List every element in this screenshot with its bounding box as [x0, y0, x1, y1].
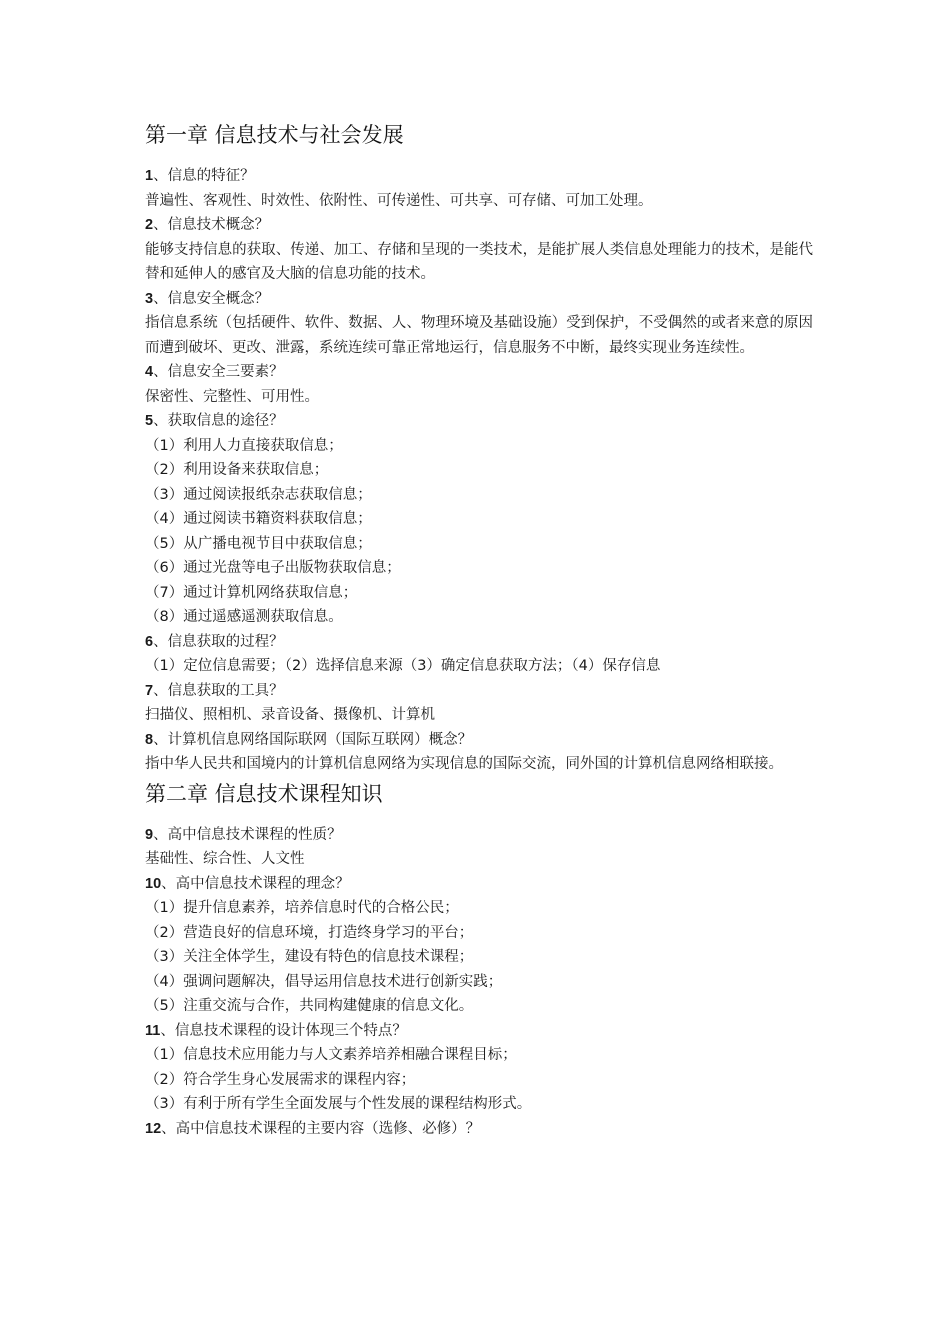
answer-text: 指中华人民共和国境内的计算机信息网络为实现信息的国际交流，同外国的计算机信息网络相联接。: [145, 756, 783, 772]
question-1: [145, 164, 813, 189]
question-text: 、信息获取的工具？: [153, 682, 284, 699]
chapter-title: 第一章 信息技术与社会发展: [145, 123, 404, 147]
question-12: [145, 1117, 813, 1142]
answer-list-item: （6）通过光盘等电子出版物获取信息；: [145, 560, 401, 576]
question-number: 6: [145, 633, 154, 650]
question-text: 、信息技术概念？: [153, 217, 270, 233]
chapter-title: 第二章 信息技术课程知识: [145, 781, 383, 806]
question-number: 8: [145, 731, 154, 748]
question-number: 9: [145, 826, 154, 843]
answer-text: 能够支持信息的获取、传递、加工、存储和呈现的一类技术，是能扩展人类信息处理能力的技术，是能代替和延伸人的感官及大脑的信息功能的技术。: [145, 241, 813, 282]
answer-list-item: （5）从广播电视节目中获取信息；: [145, 535, 372, 552]
question-11: [145, 1019, 813, 1044]
answer-list-item: （3）关注全体学生，建设有特色的信息技术课程；: [145, 949, 474, 965]
question-text: 、信息安全三要素？: [153, 364, 284, 380]
document-content: [145, 118, 813, 1141]
answer-list-item: （1）利用人力直接获取信息；: [145, 437, 343, 454]
question-text: 、信息的特征？: [153, 168, 255, 184]
question-number: 4: [145, 364, 154, 380]
question-2: [145, 213, 813, 238]
question-number: 5: [145, 413, 154, 429]
answer-list-item: （5）注重交流与合作，共同构建健康的信息文化。: [145, 998, 474, 1014]
question-text: 、获取信息的途径？: [153, 413, 284, 429]
answer-list-item: （2）符合学生身心发展需求的课程内容；: [145, 1071, 416, 1088]
answer-text: 扫描仪、照相机、录音设备、摄像机、计算机: [145, 707, 435, 723]
answer-list-item: （2）营造良好的信息环境，打造终身学习的平台；: [145, 924, 474, 941]
answer-list-item: （4）通过阅读书籍资料获取信息；: [145, 511, 372, 527]
question-7: [145, 679, 813, 704]
answer-list-item: （3）有利于所有学生全面发展与个性发展的课程结构形式。: [145, 1096, 532, 1112]
question-number: 3: [145, 290, 154, 307]
question-text: 、高中信息技术课程的理念？: [161, 875, 350, 892]
answer-list-item: （7）通过计算机网络获取信息；: [145, 584, 358, 601]
answer-list-item: （2）利用设备来获取信息；: [145, 462, 329, 478]
answer-list-item: （4）强调问题解决，倡导运用信息技术进行创新实践；: [145, 973, 503, 990]
question-10: [145, 872, 813, 897]
question-number: 7: [145, 682, 154, 699]
answer-list-item: （1）提升信息素养，培养信息时代的合格公民；: [145, 900, 459, 916]
question-number: 2: [145, 217, 154, 233]
answer-text: （1）定位信息需要；（2）选择信息来源（3）确定信息获取方法；（4）保存信息: [145, 658, 661, 674]
question-number: 1: [145, 168, 154, 184]
question-text: 、信息技术课程的设计体现三个特点？: [160, 1022, 407, 1039]
question-text: 、信息获取的过程？: [153, 633, 284, 650]
answer-list-item: （8）通过遥感遥测获取信息。: [145, 609, 343, 625]
answer-list-item: （3）通过阅读报纸杂志获取信息；: [145, 486, 372, 503]
question-number: 11: [145, 1022, 161, 1039]
question-4: [145, 360, 813, 385]
question-3: [145, 287, 813, 312]
question-number: 10: [145, 875, 162, 892]
question-8: [145, 728, 813, 753]
answer-text: 普遍性、客观性、时效性、依附性、可传递性、可共享、可存储、可加工处理。: [145, 192, 653, 209]
question-text: 、计算机信息网络国际联网（国际互联网）概念？: [153, 731, 473, 748]
answer-text: 基础性、综合性、人文性: [145, 851, 305, 867]
question-number: 12: [145, 1120, 162, 1137]
question-6: [145, 630, 813, 655]
answer-list-item: （1）信息技术应用能力与人文素养培养相融合课程目标；: [145, 1047, 517, 1063]
question-5: [145, 409, 813, 434]
question-9: [145, 823, 813, 848]
question-text: 、高中信息技术课程的主要内容（选修、必修）？: [161, 1120, 481, 1137]
question-text: 、高中信息技术课程的性质？: [153, 826, 342, 843]
answer-text: 指信息系统（包括硬件、软件、数据、人、物理环境及基础设施）受到保护，不受偶然的或者来意的原因而遭到破坏、更改、泄露，系统连续可靠正常地运行，信息服务不中断，最终实现业务连续性。: [145, 315, 813, 356]
answer-text: 保密性、完整性、可用性。: [145, 388, 319, 405]
question-text: 、信息安全概念？: [153, 290, 270, 307]
